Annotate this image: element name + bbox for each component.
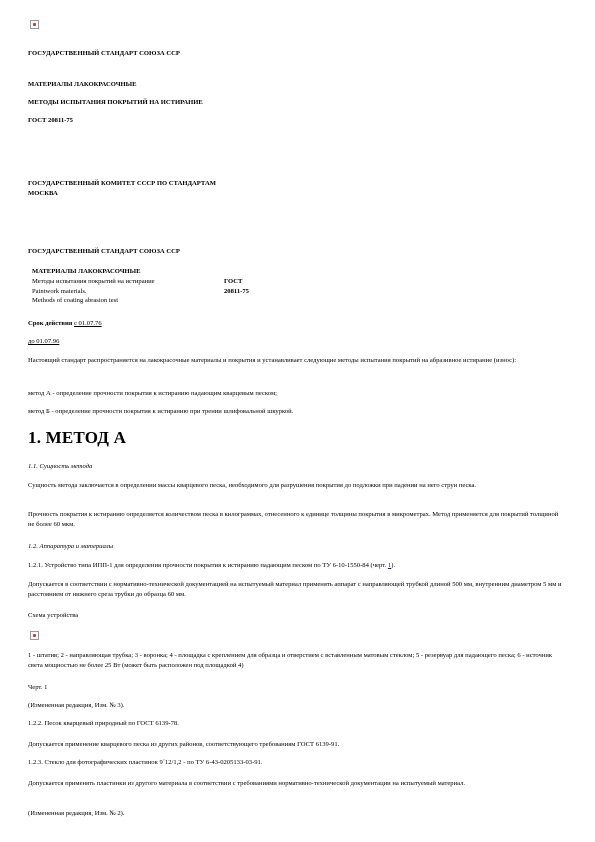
validity-to: до 01.07.96	[28, 338, 60, 345]
paragraph-1-2-3: 1.2.3. Стекло для фотографических пластинок 9´12/1,2 - по ТУ 6-43-0205133-03-91.	[28, 759, 263, 766]
intro-paragraph: Настоящий стандарт распространяется на лакокрасочные материалы и покрытия и устанавливает следующие методы испытания покрытий на абразивное истирание (износ):	[28, 357, 517, 364]
validity-from	[28, 320, 102, 327]
title-methods-line: Методы испытания покрытий на истирание	[32, 278, 155, 285]
title-paintwork: Paintwork materials.	[32, 288, 87, 295]
title-gost-label: ГОСТ	[224, 278, 243, 285]
strength-paragraph: Прочность покрытия к истиранию определяется количеством песка в килограммах, отнесенного к единице толщины покрытия в микрометрах. Метод применяется для покрытий толщиной не более 60 мкм.	[28, 511, 559, 528]
title-materials: МАТЕРИАЛЫ ЛАКОКРАСОЧНЫЕ	[32, 268, 141, 275]
p121-text-end: ).	[391, 562, 396, 569]
sand-paragraph: Допускается применение кварцевого песка из других районов, соответствующего требованиям ГОСТ 6139-91.	[28, 741, 340, 748]
method-b-line: метод Б - определение прочности покрытия к истиранию при трении шлифовальной шкуркой.	[28, 408, 294, 415]
validity-from-date: с 01.07.76	[73, 320, 102, 327]
title-coating: Methods of coating abrasion test	[32, 297, 119, 304]
title-gost-number: 20811-75	[224, 288, 249, 295]
scheme-label: Схема устройства	[28, 612, 79, 619]
subsection-1-1: 1.1. Сущность метода	[28, 463, 93, 470]
header-city: МОСКВА	[28, 190, 58, 197]
subsection-1-2: 1.2. Аппаратура и материалы	[28, 543, 114, 550]
broken-image-icon	[30, 20, 39, 29]
figure-1-link[interactable]: 1	[387, 562, 392, 569]
p121-text-start: 1.2.1. Устройство типа ИПП-1 для определения прочности покрытия к истиранию падающим песком по ТУ 6-10-1550-84 (черт.	[28, 562, 388, 569]
plates-paragraph: Допускается применять пластинки из другого материала в соответствии с требованиями нормативно-технической документации на испытуемый материал.	[28, 780, 466, 787]
header-standard: ГОСУДАРСТВЕННЫЙ СТАНДАРТ СОЮЗА ССР	[28, 50, 180, 57]
paragraph-1-2-2: 1.2.2. Песок кварцевый природный по ГОСТ 6139-78.	[28, 720, 179, 727]
method-a-line: метод А - определение прочности покрытия к истиранию падающим кварцевым песком;	[28, 390, 277, 397]
revision-note-2: (Измененная редакция, Изм. № 2).	[28, 810, 125, 817]
figure-caption: Черт. 1	[28, 684, 48, 691]
revision-note-3: (Измененная редакция, Изм. № 3).	[28, 702, 125, 709]
diagram-legend: 1 - штатив; 2 - направляющая трубка; 3 - воронка; 4 - площадка с креплением для образца и отверстием с вставленным матовым стеклом; 5 - резервуар для падающего песка; 6 - источник света мощностью не более 25 Вт (может быть расположен под площадкой 4)	[28, 652, 553, 669]
paragraph-1-2-1	[28, 562, 395, 569]
header-gost: ГОСТ 20811-75	[28, 117, 73, 124]
header-methods: МЕТОДЫ ИСПЫТАНИЯ ПОКРЫТИЙ НА ИСТИРАНИЕ	[28, 99, 203, 106]
allowed-apparatus-paragraph: Допускается в соответствии с нормативно-технической документацией на испытуемый материал применять аппарат с направляющей трубкой длиной 500 мм, внутренним диаметром 5 мм и расстоянием от нижнего среза трубки до образца 60 мм.	[28, 581, 562, 598]
title-standard: ГОСУДАРСТВЕННЫЙ СТАНДАРТ СОЮЗА ССР	[28, 248, 180, 255]
section-1-heading: 1. МЕТОД А	[28, 428, 127, 447]
header-materials: МАТЕРИАЛЫ ЛАКОКРАСОЧНЫЕ	[28, 81, 137, 88]
header-committee: ГОСУДАРСТВЕННЫЙ КОМИТЕТ СССР ПО СТАНДАРТАМ	[28, 180, 216, 187]
essence-paragraph: Сущность метода заключается в определении массы кварцевого песка, необходимого для разрушения покрытия до подложки при падении на него струи песка.	[28, 482, 477, 489]
device-diagram-icon	[30, 631, 39, 640]
validity-label: Срок действия	[28, 320, 73, 327]
